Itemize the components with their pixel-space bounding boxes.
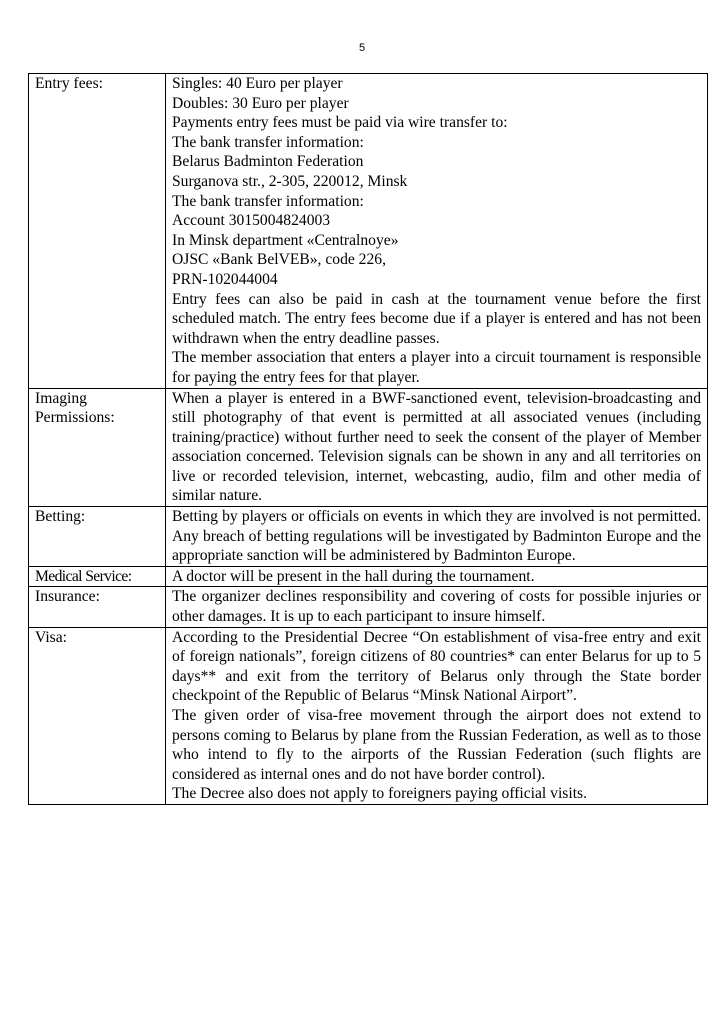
table-row-medical bbox=[29, 566, 708, 587]
table-row-betting bbox=[29, 507, 708, 567]
visa-exception-paragraph: The given order of visa-free movement through the airport does not extend to persons coming to Belarus by plane from the Russian Federation, as well as to those who intend to fly to the airports of the Russian Federation (such flights are considered as internal ones and do not have border control). bbox=[172, 707, 701, 783]
bank-account: Account 3015004824003 bbox=[172, 212, 331, 230]
info-table bbox=[28, 73, 708, 805]
bank-name-code: OJSC «Bank BelVEB», code 226, bbox=[172, 251, 386, 269]
imaging-paragraph: When a player is entered in a BWF-sanctioned event, television-broadcasting and still photography of that event is permitted at all associated venues (including training/practice) without further need to seek the consent of the player of Member association concerned. Television signals can be shown in any and all territories on live or recorded television, internet, webcasting, audio, film and other media of similar nature. bbox=[172, 389, 701, 505]
visa-decree-paragraph: According to the Presidential Decree “On establishment of visa-free entry and exit of foreign nationals”, foreign citizens of 80 countries* can enter Belarus for up to 5 days** and exit from the territory of Belarus only through the State border checkpoint of the Republic of Belarus “Minsk National Airport”. bbox=[172, 628, 701, 705]
row-label-entry-fees: Entry fees: bbox=[29, 74, 166, 389]
insurance-paragraph: The organizer declines responsibility and covering of costs for possible injuries or other damages. It is up to each participant to insure himself. bbox=[172, 588, 701, 626]
row-content-insurance bbox=[166, 587, 708, 627]
row-label-insurance: Insurance: bbox=[29, 587, 166, 627]
bank-prn: PRN-102044004 bbox=[172, 270, 278, 288]
table-row-imaging bbox=[29, 388, 708, 507]
visa-official-visits-paragraph: The Decree also does not apply to foreigners paying official visits. bbox=[172, 785, 587, 803]
page-number: 5 bbox=[358, 42, 366, 54]
entry-fee-cash-paragraph: Entry fees can also be paid in cash at the tournament venue before the first scheduled match. The entry fees become due if a player is entered and has not been withdrawn when the entry deadline passes. bbox=[172, 290, 701, 347]
row-label-medical: Medical Service: bbox=[29, 566, 166, 587]
row-label-betting: Betting: bbox=[29, 507, 166, 567]
table-row-visa bbox=[29, 627, 708, 804]
payment-method: Payments entry fees must be paid via wire transfer to: bbox=[172, 114, 508, 132]
row-content-betting bbox=[166, 507, 708, 567]
table-row-insurance bbox=[29, 587, 708, 627]
row-content-visa bbox=[166, 627, 708, 804]
bank-recipient: Belarus Badminton Federation bbox=[172, 153, 364, 171]
bank-address: Surganova str., 2-305, 220012, Minsk bbox=[172, 172, 408, 190]
bank-department: In Minsk department «Centralnoye» bbox=[172, 231, 399, 249]
row-content-imaging bbox=[166, 388, 708, 507]
entry-fee-doubles: Doubles: 30 Euro per player bbox=[172, 94, 349, 112]
entry-fee-singles: Singles: 40 Euro per player bbox=[172, 75, 343, 92]
bank-info-heading-2: The bank transfer information: bbox=[172, 192, 364, 210]
row-content-medical bbox=[166, 566, 708, 587]
row-content-entry-fees bbox=[166, 74, 708, 389]
row-label-imaging: Imaging Permissions: bbox=[29, 388, 166, 507]
medical-paragraph: A doctor will be present in the hall during the tournament. bbox=[172, 567, 535, 585]
entry-fee-responsibility-paragraph: The member association that enters a player into a circuit tournament is responsible for paying the entry fees for that player. bbox=[172, 349, 701, 386]
row-label-visa: Visa: bbox=[29, 627, 166, 804]
bank-info-heading: The bank transfer information: bbox=[172, 133, 364, 151]
betting-paragraph: Betting by players or officials on events in which they are involved is not permitted. Any breach of betting regulations will be investigated by Badminton Europe and the appropriate sanction will be administered by Badminton Europe. bbox=[172, 508, 701, 565]
table-row-entry-fees bbox=[29, 74, 708, 389]
